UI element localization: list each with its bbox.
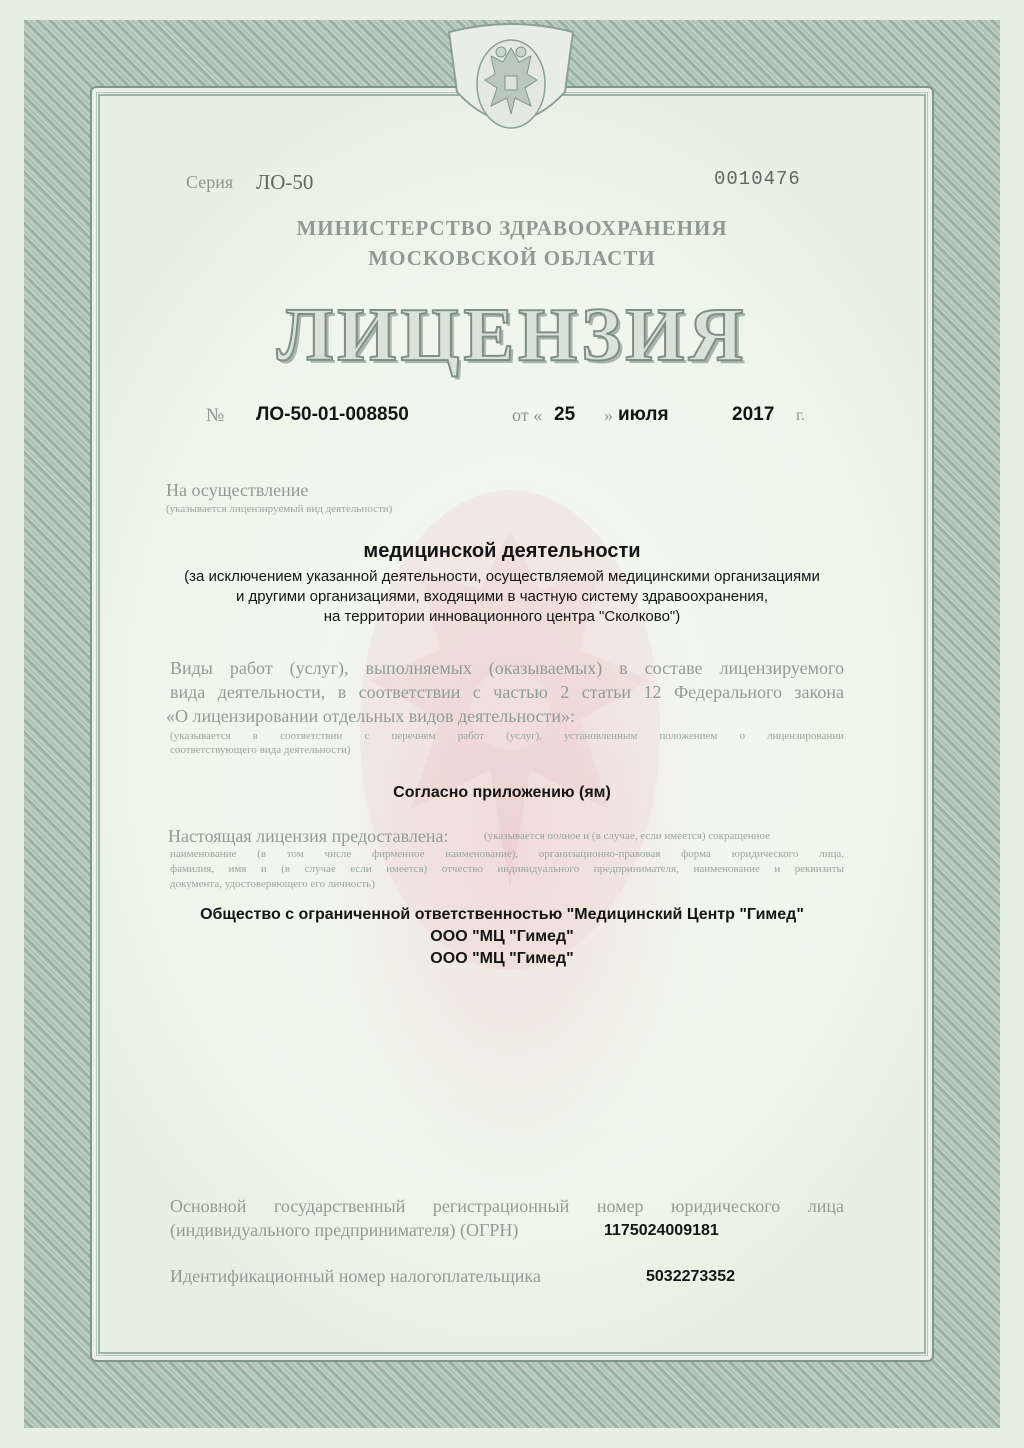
ogrn-value: 1175024009181 — [604, 1222, 719, 1239]
activity-note-1: (за исключением указанной деятельности, осуществляемой медицинскими организациями — [184, 568, 820, 585]
coat-of-arms-icon — [441, 22, 581, 142]
ministry-line-2: МОСКОВСКОЙ ОБЛАСТИ — [368, 246, 656, 270]
works-line-1: Виды работ (услуг), выполняемых (оказываемых) в составе лицензируемого — [170, 658, 844, 678]
licensee-hint-1: (указывается полное и (в случае, если имеется) сокращенное — [484, 830, 771, 842]
works-line-2: вида деятельности, в соответствии с частью 2 статьи 12 Федерального закона — [170, 682, 844, 702]
activity-note-3: на территории инновационного центра "Сколково") — [323, 608, 681, 625]
license-number: ЛО-50-01-008850 — [256, 404, 409, 425]
licensee-short-name-1: ООО "МЦ "Гимед" — [430, 928, 574, 945]
licensee-hint-3: фамилия, имя и (в случае если имеется) отчество индивидуального предпринимателя, наименование и реквизиты — [170, 863, 844, 875]
works-hint-2: соответствующего вида деятельности) — [170, 744, 351, 756]
licensee-full-name: Общество с ограниченной ответственностью "Медицинский Центр "Гимед" — [200, 906, 804, 923]
series-value: ЛО-50 — [256, 170, 314, 194]
ogrn-label-2: (индивидуального предпринимателя) (ОГРН) — [170, 1220, 519, 1240]
license-month: июля — [618, 404, 669, 425]
activity-note-2: и другими организациями, входящими в частную систему здравоохранения, — [235, 588, 769, 605]
works-hint-1: (указывается в соответствии с перечнем работ (услуг), установленным положением о лицензировании — [170, 730, 844, 742]
works-value: Согласно приложению (ям) — [393, 784, 611, 801]
inn-label: Идентификационный номер налогоплательщика — [170, 1266, 541, 1286]
license-day: 25 — [554, 404, 576, 425]
activity-label: На осуществление — [166, 480, 309, 500]
activity-name: медицинской деятельности — [363, 540, 641, 562]
licensee-hint-4: документа, удостоверяющего его личность) — [170, 878, 375, 890]
licensee-short-name-2: ООО "МЦ "Гимед" — [430, 950, 574, 967]
inn-value: 5032273352 — [646, 1268, 735, 1285]
document-title: ЛИЦЕНЗИЯ — [276, 293, 748, 377]
license-year: 2017 — [732, 404, 775, 425]
day-close-quote: » — [604, 405, 613, 425]
date-from-label: от « — [512, 405, 543, 425]
licensee-label: Настоящая лицензия предоставлена: — [168, 826, 449, 846]
licensee-hint-2: наименование (в том числе фирменное наименование), организационно-правовая форма юридического лица, — [170, 848, 844, 860]
works-line-3: «О лицензировании отдельных видов деятельности»: — [166, 706, 576, 726]
activity-hint: (указывается лицензируемый вид деятельности) — [166, 503, 393, 515]
ministry-line-1: МИНИСТЕРСТВО ЗДРАВООХРАНЕНИЯ — [296, 216, 728, 240]
form-number: 0010476 — [714, 168, 801, 190]
year-suffix: г. — [796, 407, 805, 424]
ogrn-label-1: Основной государственный регистрационный номер юридического лица — [170, 1196, 844, 1216]
series-label: Серия — [186, 172, 234, 192]
number-prefix: № — [206, 405, 225, 426]
